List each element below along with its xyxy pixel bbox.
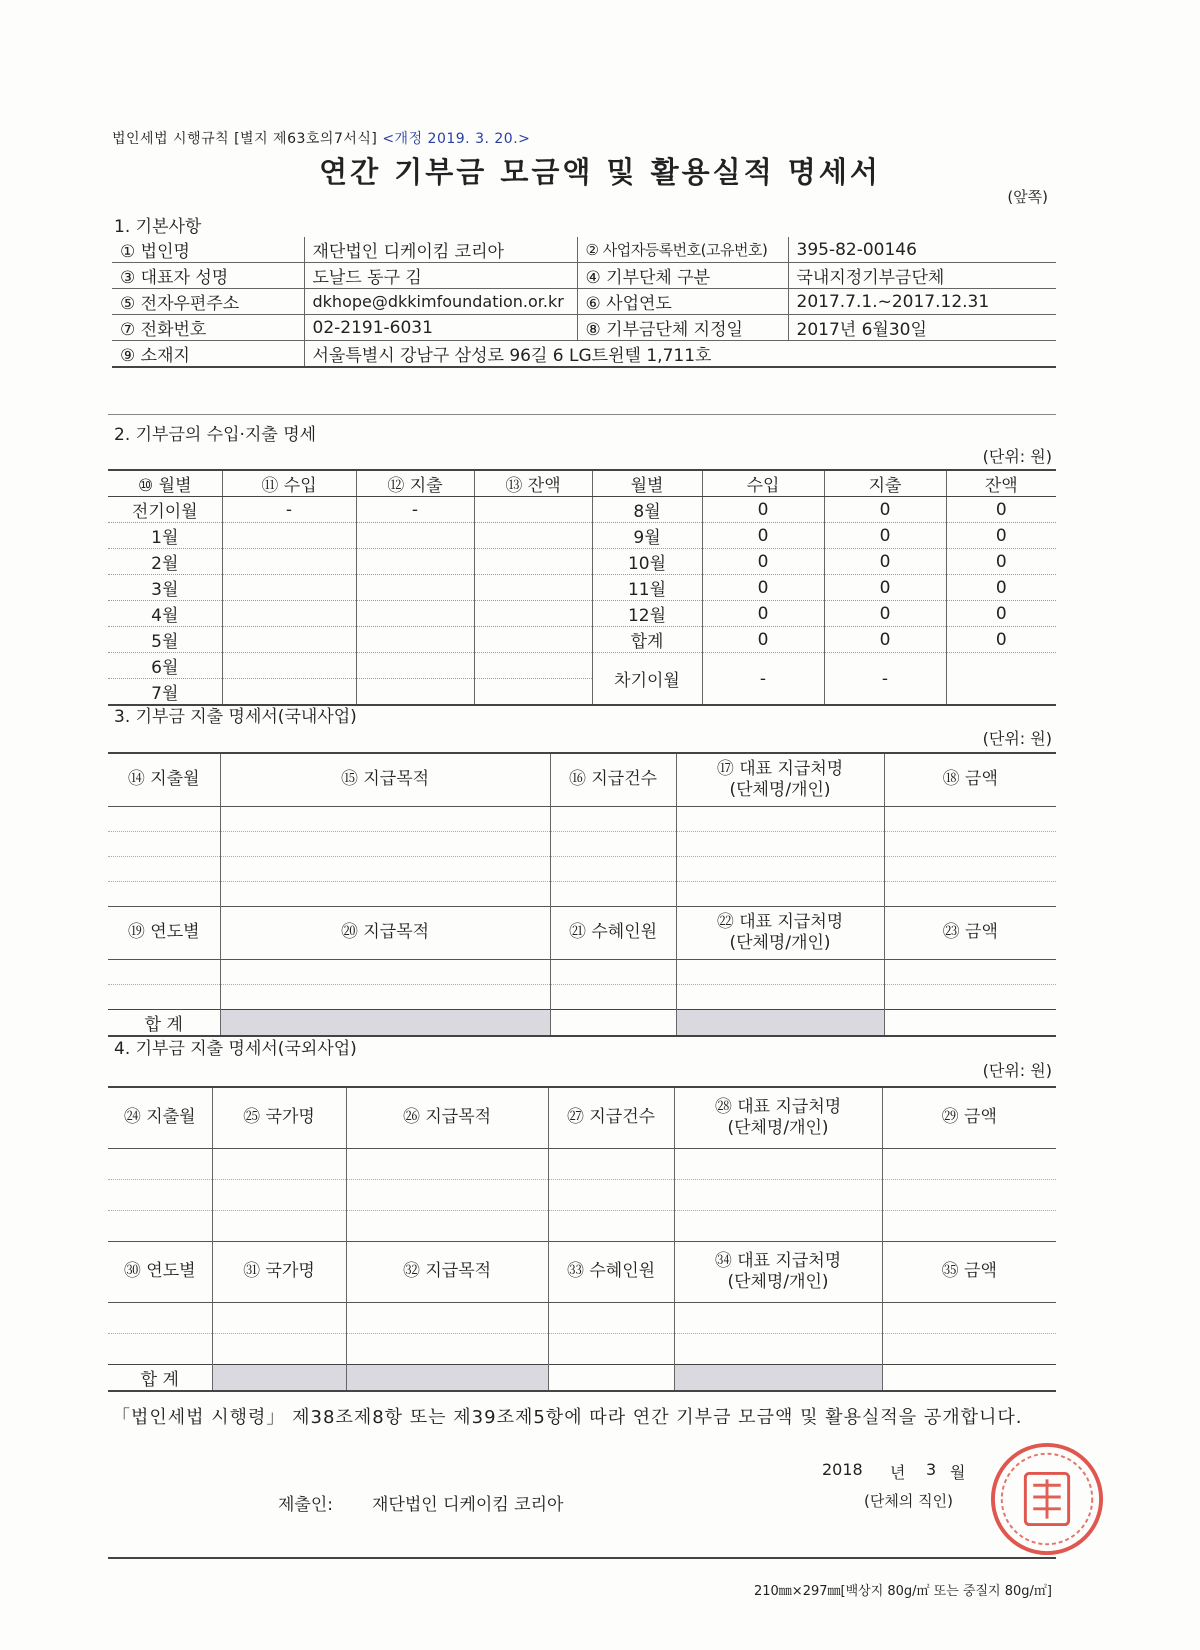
shaded-cell bbox=[676, 1010, 884, 1037]
domestic-expense-table bbox=[108, 752, 1056, 1037]
income-cell bbox=[222, 627, 356, 653]
month-cell: 2월 bbox=[108, 549, 222, 575]
field-label: ① 법인명 bbox=[112, 237, 304, 263]
table-row bbox=[108, 882, 1056, 907]
table-row bbox=[108, 985, 1056, 1010]
table-row bbox=[108, 653, 1056, 679]
table-row bbox=[108, 807, 1056, 832]
col-header: 잔액 bbox=[946, 470, 1056, 497]
col-header: ㉜ 지급목적 bbox=[346, 1242, 548, 1303]
table-row bbox=[108, 575, 1056, 601]
balance-cell: 0 bbox=[946, 627, 1056, 653]
overseas-expense-table bbox=[108, 1086, 1056, 1392]
col-header: ㉘ 대표 지급처명 (단체명/개인) bbox=[674, 1087, 882, 1149]
balance-cell bbox=[946, 653, 1056, 706]
submitter-name: 재단법인 디케이킴 코리아 bbox=[372, 1495, 564, 1515]
field-label: ③ 대표자 성명 bbox=[112, 263, 304, 289]
expense-cell bbox=[356, 523, 474, 549]
total-row bbox=[108, 1365, 1056, 1392]
basic-row bbox=[112, 237, 1056, 263]
expense-cell: - bbox=[356, 497, 474, 523]
balance-cell: 0 bbox=[946, 497, 1056, 523]
section2-unit: (단위: 원) bbox=[982, 447, 1052, 466]
income-cell bbox=[222, 523, 356, 549]
field-value: 2017년 6월30일 bbox=[788, 315, 1056, 341]
section3-title: 3. 기부금 지출 명세서(국내사업) bbox=[114, 707, 357, 727]
revision-text: <개정 2019. 3. 20.> bbox=[382, 131, 531, 147]
col-header: ㉟ 금액 bbox=[882, 1242, 1056, 1303]
table-row bbox=[108, 523, 1056, 549]
balance-cell: 0 bbox=[946, 601, 1056, 627]
footer-divider bbox=[108, 1557, 1056, 1559]
col-header: ⑯ 지급건수 bbox=[550, 753, 676, 807]
month-cell: 1월 bbox=[108, 523, 222, 549]
shaded-cell bbox=[212, 1365, 346, 1392]
col-header: ㉖ 지급목적 bbox=[346, 1087, 548, 1149]
expense-cell bbox=[356, 679, 474, 706]
paper-spec: 210㎜×297㎜[백상지 80g/㎡ 또는 중질지 80g/㎡] bbox=[753, 1584, 1052, 1599]
total-row bbox=[108, 1010, 1056, 1037]
table-row bbox=[108, 497, 1056, 523]
basic-row bbox=[112, 315, 1056, 341]
section4-unit: (단위: 원) bbox=[982, 1061, 1052, 1080]
col-header: ㉞ 대표 지급처명 (단체명/개인) bbox=[674, 1242, 882, 1303]
income-cell: - bbox=[222, 497, 356, 523]
address-row bbox=[112, 341, 1056, 368]
basic-row bbox=[112, 263, 1056, 289]
field-label: ⑤ 전자우편주소 bbox=[112, 289, 304, 315]
table-row bbox=[108, 1211, 1056, 1242]
col-header: 지출 bbox=[824, 470, 946, 497]
expense-cell: - bbox=[824, 653, 946, 706]
col-header: ㉔ 지출월 bbox=[108, 1087, 212, 1149]
balance-cell bbox=[474, 575, 592, 601]
col-header: ㉚ 연도별 bbox=[108, 1242, 212, 1303]
col-header: ㉙ 금액 bbox=[882, 1087, 1056, 1149]
month-cell: 7월 bbox=[108, 679, 222, 706]
month-cell: 10월 bbox=[592, 549, 702, 575]
section4-title: 4. 기부금 지출 명세서(국외사업) bbox=[114, 1039, 357, 1059]
expense-cell: 0 bbox=[824, 601, 946, 627]
month-cell: 6월 bbox=[108, 653, 222, 679]
income-cell: 0 bbox=[702, 497, 824, 523]
date-year: 2018 bbox=[822, 1460, 863, 1479]
table-row bbox=[108, 1334, 1056, 1365]
expense-cell bbox=[356, 653, 474, 679]
col-header: ⑮ 지급목적 bbox=[220, 753, 550, 807]
field-label: ⑥ 사업연도 bbox=[577, 289, 788, 315]
address-label: ⑨ 소재지 bbox=[112, 341, 304, 368]
income-cell: - bbox=[702, 653, 824, 706]
form-reference bbox=[112, 128, 530, 148]
col-header: ⑫ 지출 bbox=[356, 470, 474, 497]
form-ref-text: 법인세법 시행규칙 [별지 제63호의7서식] bbox=[112, 131, 378, 147]
address-value: 서울특별시 강남구 삼성로 96길 6 LG트윈텔 1,711호 bbox=[304, 341, 1056, 368]
total-label: 합 계 bbox=[108, 1365, 212, 1392]
table-row bbox=[108, 1149, 1056, 1180]
col-header: ㉛ 국가명 bbox=[212, 1242, 346, 1303]
table-header-row bbox=[108, 1242, 1056, 1303]
submitter-label: 제출인: bbox=[278, 1495, 333, 1515]
field-value: 395-82-00146 bbox=[788, 237, 1056, 263]
table-row bbox=[108, 601, 1056, 627]
shaded-cell bbox=[220, 1010, 550, 1037]
month-cell: 8월 bbox=[592, 497, 702, 523]
basic-info-table bbox=[112, 237, 1056, 368]
month-cell: 5월 bbox=[108, 627, 222, 653]
col-header: ⑳ 지급목적 bbox=[220, 907, 550, 960]
month-cell: 4월 bbox=[108, 601, 222, 627]
field-value: 도날드 동구 김 bbox=[304, 263, 577, 289]
month-cell: 3월 bbox=[108, 575, 222, 601]
date-year-unit: 년 bbox=[890, 1463, 906, 1482]
col-header: ㉕ 국가명 bbox=[212, 1087, 346, 1149]
basic-row bbox=[112, 289, 1056, 315]
total-label-cell: 합계 bbox=[592, 627, 702, 653]
table-header-row bbox=[108, 470, 1056, 497]
col-header: ㉓ 금액 bbox=[884, 907, 1056, 960]
field-value: 2017.7.1.~2017.12.31 bbox=[788, 289, 1056, 315]
expense-cell: 0 bbox=[824, 627, 946, 653]
balance-cell bbox=[474, 497, 592, 523]
expense-cell: 0 bbox=[824, 549, 946, 575]
total-label: 합 계 bbox=[108, 1010, 220, 1037]
expense-cell: 0 bbox=[824, 523, 946, 549]
expense-cell bbox=[356, 601, 474, 627]
income-cell: 0 bbox=[702, 601, 824, 627]
balance-cell bbox=[474, 523, 592, 549]
col-header: ⑪ 수입 bbox=[222, 470, 356, 497]
date-month-unit: 월 bbox=[950, 1463, 966, 1482]
income-cell: 0 bbox=[702, 575, 824, 601]
income-cell: 0 bbox=[702, 523, 824, 549]
col-header: ㉒ 대표 지급처명 (단체명/개인) bbox=[676, 907, 884, 960]
month-cell: 12월 bbox=[592, 601, 702, 627]
field-label: ⑦ 전화번호 bbox=[112, 315, 304, 341]
table-header-row bbox=[108, 907, 1056, 960]
col-header: ⑱ 금액 bbox=[884, 753, 1056, 807]
seal-label: (단체의 직인) bbox=[864, 1492, 953, 1510]
table-row bbox=[108, 960, 1056, 985]
shaded-cell bbox=[674, 1365, 882, 1392]
expense-cell bbox=[356, 627, 474, 653]
section2-title: 2. 기부금의 수입·지출 명세 bbox=[114, 425, 317, 445]
income-cell bbox=[222, 601, 356, 627]
balance-cell bbox=[474, 549, 592, 575]
month-cell: 9월 bbox=[592, 523, 702, 549]
field-value: dkhope@dkkimfoundation.or.kr bbox=[304, 289, 577, 315]
balance-cell bbox=[474, 627, 592, 653]
field-value: 재단법인 디케이킴 코리아 bbox=[304, 237, 577, 263]
field-value: 국내지정기부금단체 bbox=[788, 263, 1056, 289]
expense-cell bbox=[356, 575, 474, 601]
income-cell bbox=[222, 549, 356, 575]
field-value: 02-2191-6031 bbox=[304, 315, 577, 341]
table-row bbox=[108, 857, 1056, 882]
section1-title: 1. 기본사항 bbox=[114, 217, 202, 237]
table-row bbox=[108, 627, 1056, 653]
field-label: ② 사업자등록번호(고유번호) bbox=[577, 237, 788, 263]
balance-cell bbox=[474, 601, 592, 627]
balance-cell: 0 bbox=[946, 575, 1056, 601]
col-header: ㉝ 수혜인원 bbox=[548, 1242, 674, 1303]
divider bbox=[108, 414, 1056, 415]
income-expense-table bbox=[108, 469, 1056, 706]
table-row bbox=[108, 1303, 1056, 1334]
table-header-row bbox=[108, 753, 1056, 807]
col-header: ⑬ 잔액 bbox=[474, 470, 592, 497]
field-label: ⑧ 기부금단체 지정일 bbox=[577, 315, 788, 341]
col-header: ㉗ 지급건수 bbox=[548, 1087, 674, 1149]
month-cell: 전기이월 bbox=[108, 497, 222, 523]
balance-cell: 0 bbox=[946, 549, 1056, 575]
carry-next-label: 차기이월 bbox=[592, 653, 702, 706]
col-header: ⑩ 월별 bbox=[108, 470, 222, 497]
table-row bbox=[108, 832, 1056, 857]
balance-cell bbox=[474, 679, 592, 706]
col-header: 월별 bbox=[592, 470, 702, 497]
col-header: ⑰ 대표 지급처명 (단체명/개인) bbox=[676, 753, 884, 807]
balance-cell: 0 bbox=[946, 523, 1056, 549]
declaration-text: 「법인세법 시행령」 제38조제8항 또는 제39조제5항에 따라 연간 기부금 모금액 및 활용실적을 공개합니다. bbox=[112, 1407, 1023, 1428]
date-month: 3 bbox=[926, 1460, 937, 1479]
table-row bbox=[108, 1180, 1056, 1211]
income-cell bbox=[222, 653, 356, 679]
page-title: 연간 기부금 모금액 및 활용실적 명세서 bbox=[319, 155, 881, 189]
income-cell bbox=[222, 575, 356, 601]
expense-cell bbox=[356, 549, 474, 575]
field-label: ④ 기부단체 구분 bbox=[577, 263, 788, 289]
side-indicator: (앞쪽) bbox=[1007, 188, 1048, 206]
col-header: 수입 bbox=[702, 470, 824, 497]
col-header: ⑲ 연도별 bbox=[108, 907, 220, 960]
col-header: ㉑ 수혜인원 bbox=[550, 907, 676, 960]
expense-cell: 0 bbox=[824, 497, 946, 523]
table-row bbox=[108, 549, 1056, 575]
shaded-cell bbox=[346, 1365, 548, 1392]
balance-cell bbox=[474, 653, 592, 679]
expense-cell: 0 bbox=[824, 575, 946, 601]
section3-unit: (단위: 원) bbox=[982, 729, 1052, 748]
income-cell: 0 bbox=[702, 627, 824, 653]
income-cell: 0 bbox=[702, 549, 824, 575]
col-header: ⑭ 지출월 bbox=[108, 753, 220, 807]
table-header-row bbox=[108, 1087, 1056, 1149]
organization-seal-stamp bbox=[988, 1440, 1106, 1558]
month-cell: 11월 bbox=[592, 575, 702, 601]
